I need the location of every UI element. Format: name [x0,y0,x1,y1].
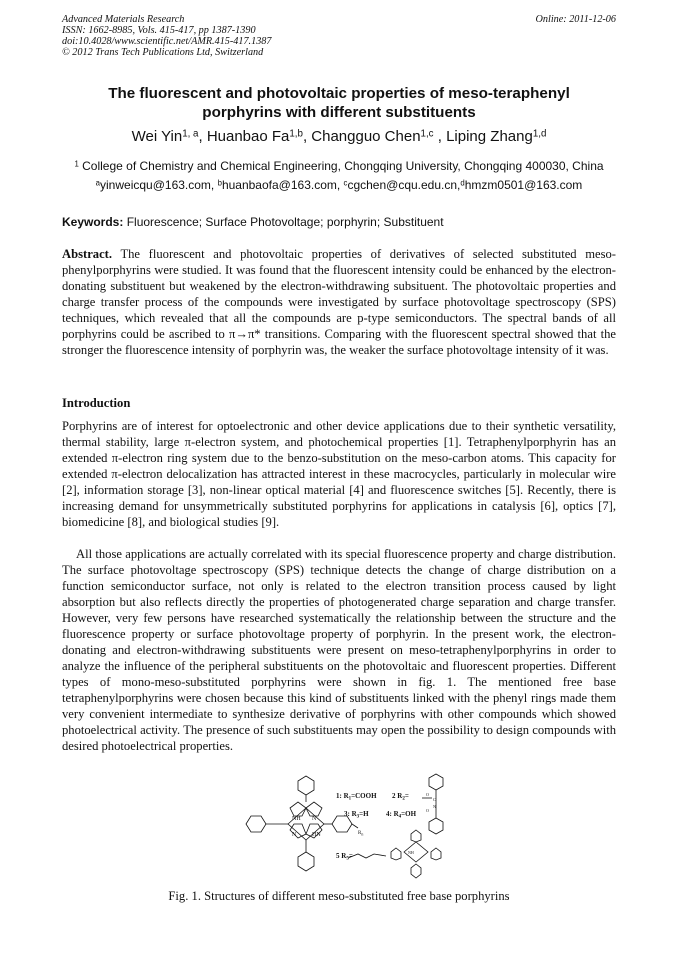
author-name: Liping Zhang [446,128,533,145]
rn-label [358,831,363,837]
author-name: Huanbao Fa [206,128,290,145]
phenyl-ring-right [332,816,352,832]
abstract-text: The fluorescent and photovoltaic properties of derivatives of selected substituted meso-phenylporphyrins were studied. It was found that the fluorescent intensity could be enhanced by the electron-donating substituent but weakened by the electron-withdrawing subsituent. The photovoltaic properties and charge transfer process of the compounds were investigated by surface photovoltage spectroscopy (SPS) techniques, which revealed that all the compounds are p-type semiconductors. The spectral bands of all porphyrins could be ascribed to π→π* transitions. Comparing with the fluorescent spectral showed that the stronger the fluorescence intensity of porphyrin was, the weaker the surface photovoltage intensity of it was. [62,247,616,357]
author-name: Changguo Chen [311,128,421,145]
n-label: N [292,832,297,838]
cyclohexyl-ring-bottom [429,818,443,834]
author-affil-mark: 1,d [532,128,547,140]
author-affil-mark: 1,b [289,128,303,140]
email-mark: c [343,178,348,188]
o2-label: O [426,808,429,813]
doi-line: doi:10.4028/www.scientific.net/AMR.415-417.1387 [62,36,272,47]
author-affil-mark: 1, a [182,128,199,140]
section-heading-introduction: Introduction [62,396,131,410]
hn-label: HN [312,832,321,838]
copyright-line: © 2012 Trans Tech Publications Ltd, Switzerland [62,47,264,58]
email-address: huanbaofa@163.com [221,178,337,192]
email-address: hmzm0501@163.com [464,178,583,192]
intro-paragraph-1: Porphyrins are of interest for optoelectronic and other device applications due to their synthetic versatility, thermal stability, large π-electron system, and photochemical properties [1]. Tetraphenylporphyrin has an extended π-electron ring system due to the benzo-substitution on the meso-carbon atoms. This capacity for extended π-electron delocalization has attracted interest in these macrocycles, particularly in molecular wire [2], information storage [3], non-linear optical material [4] and fluorescence switches [5]. Recently, there is increasing demand for unsymmetrically substituted porphyrins for applications in catalysis [6], optics [7], biomedicine [8], and biological studies [9]. [62,419,616,529]
abstract-label: Abstract. [62,247,113,261]
porphyrin-structures-figure [236,772,456,884]
intro-paragraph-2: All those applications are actually correlated with its special fluorescence property and charge distribution. The surface photovoltage spectroscopy (SPS) technique detects the change of charge distribution on a function semiconductor surface, not only is related to the electron transition process caused by light absorption but also reflects directly the properties of photogenerated charge separation and charge transfer. However, very few persons have researched systematically the relationship between the structure and the fluorescence property or surface photovoltage property of porphyrin. In the present work, the electron-donating and electron-withdrawing substituents were present on meso-tetraphenylporphyrins in order to analyze the influence of the peripheral substituents on the photovoltaic and fluorescent properties. Different types of mono-meso-substituted porphyrins were shown in fig. 1. The mentioned free base tetraphenylporphyrins were chosen because this kind of substituents linked with the phenyl rings made them very convenient intermediate to synthesize derivative of porphyrins with other compounds which showed photoelectrical activity. The presence of such substituents may open the possibility to design compounds with desired photoelectrical properties. [62,547,616,753]
abstract [62,246,616,358]
phenyl-ring-top [298,776,314,795]
title-line-2: porphyrins with different substituents [202,104,476,121]
phenyl-ring-bottom [298,852,314,871]
r4-label: 4: $R_4=OH$ [386,810,417,820]
email-list: $^a$yinweicqu@163.com, $^b$huanbaofa@163.com, $^c$cgchen@cqu.edu.cn,$^d$hmzm0501@163.com [95,178,583,192]
figure-caption: Fig. 1. Structures of different meso-substituted free base porphyrins [168,889,510,903]
author-affil-mark: 1,c [420,128,434,140]
paper-title [62,84,616,122]
r2-label: 2 $R_2=$ [392,792,409,802]
n-small-label: N [433,804,436,809]
journal-header [62,14,616,58]
keywords-label: Keywords: [62,215,124,229]
issn-line: ISSN: 1662-8985, Vols. 415-417, pp 1387-1390 [62,25,256,36]
affiliation [62,159,616,173]
online-date: Online: 2011-12-06 [535,14,616,25]
email-mark: d [460,178,465,188]
nh-label: NH [292,816,301,822]
nh-small-label: NH [408,850,414,855]
keywords [62,215,616,229]
author-name: Wei Yin [131,128,183,145]
c-label: C [433,797,436,802]
email-address: yinweicqu@163.com [100,178,211,192]
r1-label: 1: $R_1=COOH$ [336,792,377,802]
affil-mark: 1 [74,159,79,169]
journal-name: Advanced Materials Research [62,14,185,25]
keywords-text: Fluorescence; Surface Photovoltage; porphyrin; Substituent [126,215,444,229]
phenyl-ring-left [246,816,266,832]
porphyrin-small [348,830,441,878]
email-mark: b [217,178,222,188]
rn-r: R [358,831,362,836]
email-address: cgchen@cqu.edu.cn [347,178,458,192]
rn-sub: n [361,831,364,837]
cyclohexyl-ring-top [429,774,443,790]
affil-text: College of Chemistry and Chemical Engineering, Chongqing University, Chongqing 400030, China [82,159,604,173]
o-label: O [426,792,429,797]
author-list: Wei Yin$^{1, a}$, Huanbao Fa$^{1,b}$, Changguo Chen$^{1,c}$ , Liping Zhang$^{1,d}$ [131,128,547,145]
n-label: N [312,816,317,822]
title-line-1: The fluorescent and photovoltaic properties of meso-teraphenyl [108,85,570,102]
email-mark: a [95,178,101,188]
r5-label: 5 $R_5=$ [336,852,353,862]
r3-label: 3: $R_3=H$ [344,810,369,820]
